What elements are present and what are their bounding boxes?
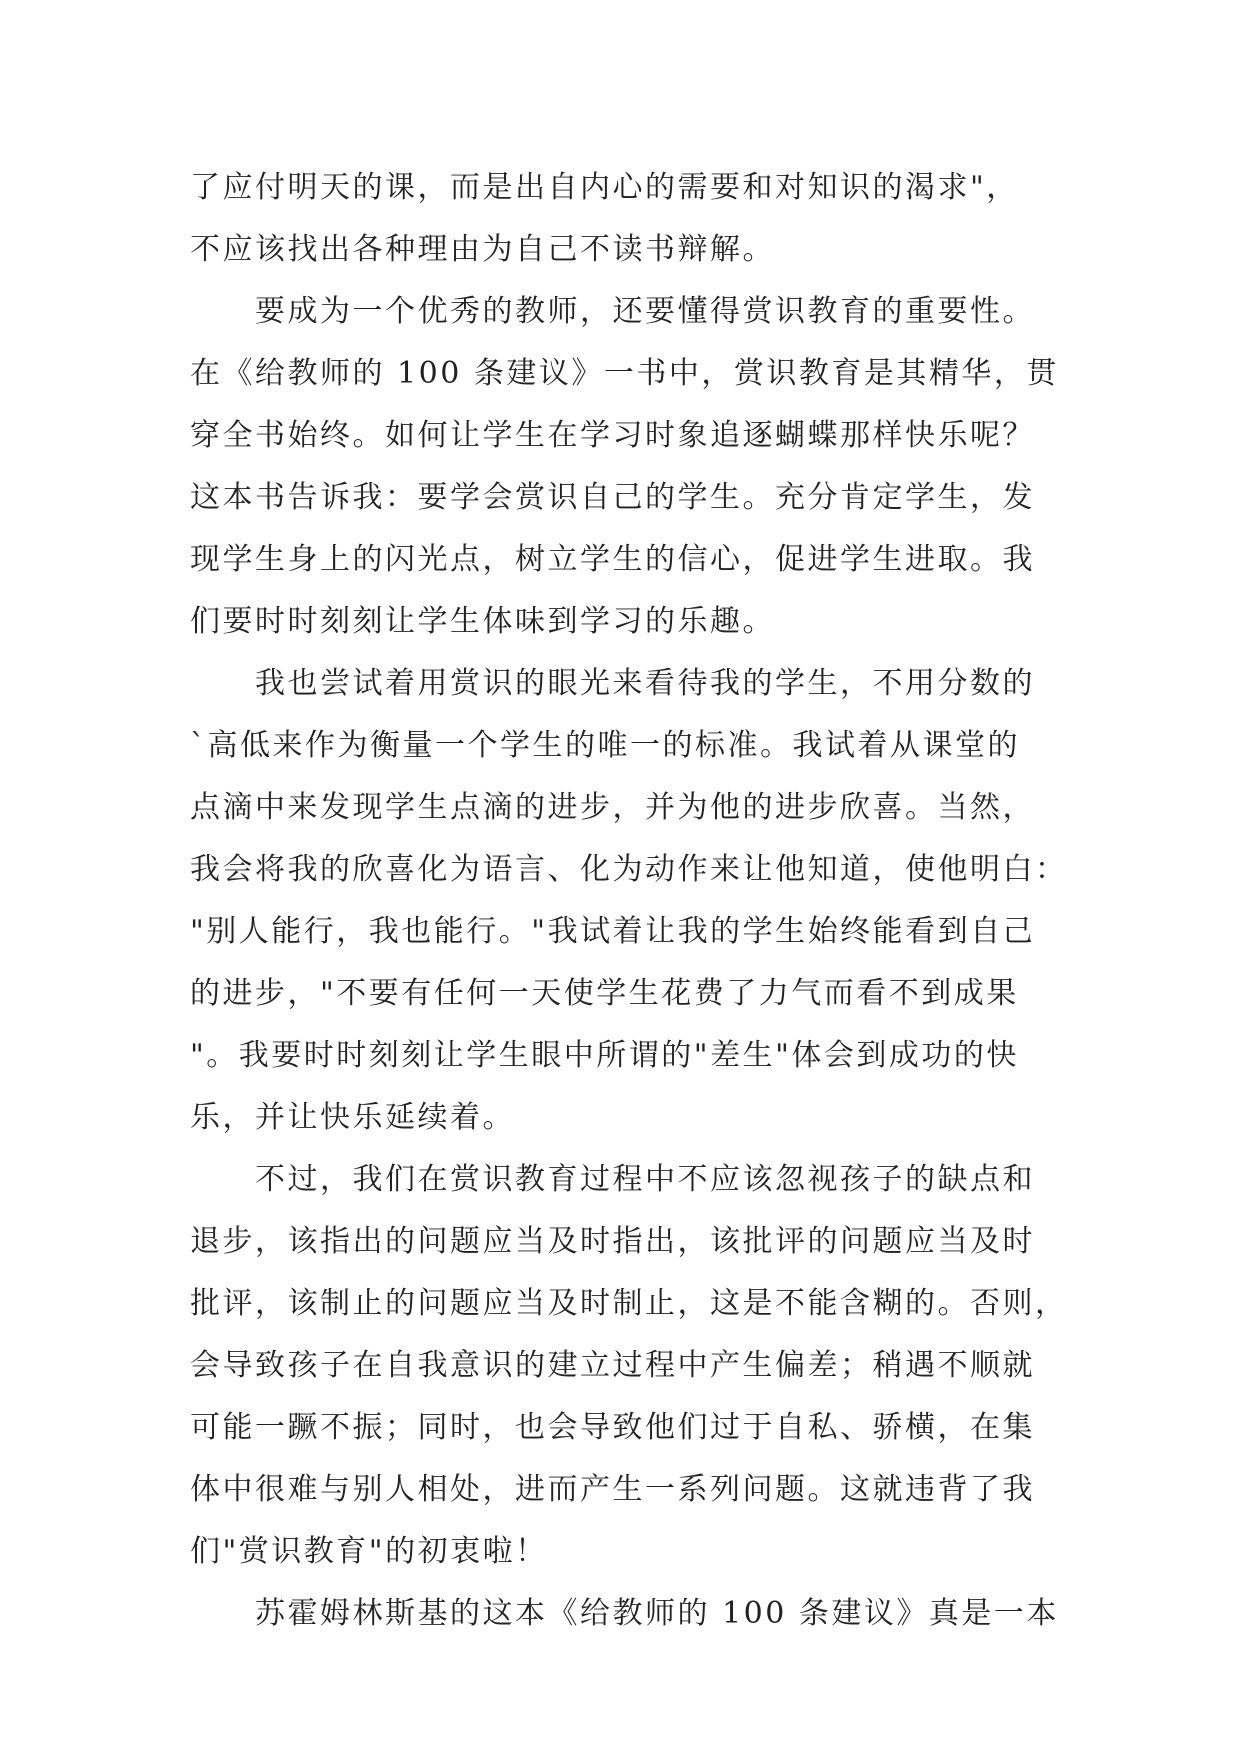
text-line-2: 不应该找出各种理由为自己不读书辩解。 [190,232,775,267]
text-line-18: 退步，该指出的问题应当及时指出，该批评的问题应当及时 [190,1224,1035,1259]
text-line-17-paragraph-start: 不过，我们在赏识教育过程中不应该忽视孩子的缺点和 [255,1162,1035,1197]
text-line-19: 批评，该制止的问题应当及时制止，这是不能含糊的。否则， [190,1286,1068,1321]
text-line-6: 这本书告诉我：要学会赏识自己的学生。充分肯定学生，发 [190,480,1035,515]
text-line-21: 可能一蹶不振；同时，也会导致他们过于自私、骄横，在集 [190,1410,1035,1445]
text-line-5: 穿全书始终。如何让学生在学习时象追逐蝴蝶那样快乐呢？ [190,418,1035,453]
text-line-16: 乐，并让快乐延续着。 [190,1100,515,1135]
text-line-4: 在《给教师的 100 条建议》一书中，赏识教育是其精华，贯 [190,356,1059,391]
text-line-22: 体中很难与别人相处，进而产生一系列问题。这就违背了我 [190,1472,1035,1507]
text-line-3-paragraph-start: 要成为一个优秀的教师，还要懂得赏识教育的重要性。 [255,294,1035,329]
text-line-8: 们要时时刻刻让学生体味到学习的乐趣。 [190,604,775,639]
text-line-11: 点滴中来发现学生点滴的进步，并为他的进步欣喜。当然， [190,790,1035,825]
text-line-24-paragraph-start: 苏霍姆林斯基的这本《给教师的 100 条建议》真是一本 [255,1596,1059,1631]
body-text [190,157,1068,1645]
text-line-14: 的进步，"不要有任何一天使学生花费了力气而看不到成果 [190,976,1019,1011]
text-line-9-paragraph-start: 我也尝试着用赏识的眼光来看待我的学生，不用分数的 [255,666,1035,701]
text-line-20: 会导致孩子在自我意识的建立过程中产生偏差；稍遇不顺就 [190,1348,1035,1383]
text-line-10: `高低来作为衡量一个学生的唯一的标准。我试着从课堂的 [190,728,1020,763]
text-line-12: 我会将我的欣喜化为语言、化为动作来让他知道，使他明白： [190,852,1068,887]
text-line-7: 现学生身上的闪光点，树立学生的信心，促进学生进取。我 [190,542,1035,577]
text-line-13: "别人能行，我也能行。"我试着让我的学生始终能看到自己 [190,914,1036,949]
text-line-15: "。我要时时刻刻让学生眼中所谓的"差生"体会到成功的快 [190,1038,1019,1073]
text-line-23: 们"赏识教育"的初衷啦！ [190,1534,548,1569]
text-line-1: 了应付明天的课，而是出自内心的需要和对知识的渴求"， [190,170,1019,205]
